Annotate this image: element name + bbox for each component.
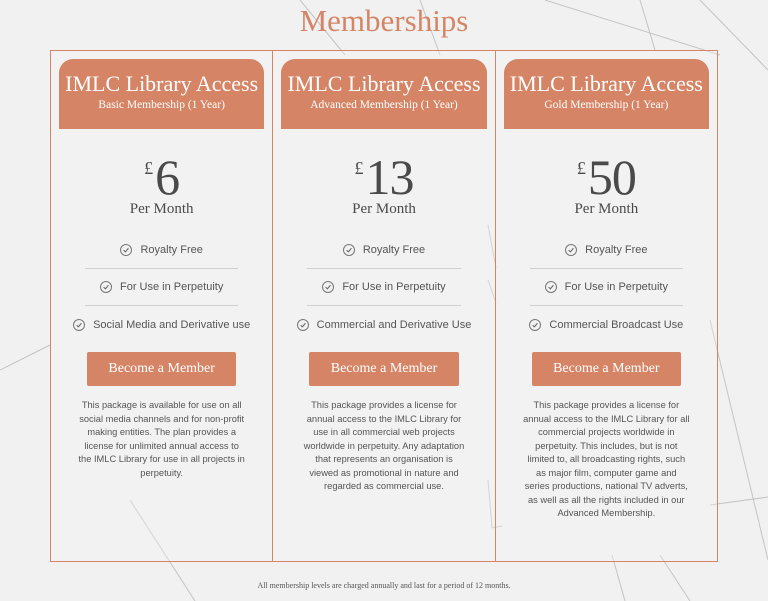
feature-label: Commercial Broadcast Use	[549, 318, 684, 331]
become-member-button-gold[interactable]: Become a Member	[532, 352, 681, 386]
plan-name: IMLC Library Access	[509, 71, 703, 96]
page-title: Memberships	[299, 3, 469, 38]
feature-item	[530, 232, 683, 269]
feature-label: Royalty Free	[585, 244, 648, 256]
plan-description: This package provides a license for annual access to the IMLC Library for all commercial projects worldwide in perpetuity. This includes, but is not limited to, all broadcasting rights, such as major film, computer game and series productions, national TV adverts, as well as all the rights included in our Advanced Membership.	[523, 400, 690, 518]
feature-item	[530, 269, 683, 306]
plan-name: IMLC Library Access	[65, 71, 259, 96]
feature-item	[85, 232, 238, 269]
plan-card-gold	[496, 51, 717, 561]
plan-card-basic	[51, 51, 273, 561]
check-circle-icon	[322, 281, 334, 293]
plan-header	[504, 59, 709, 129]
feature-label: For Use in Perpetuity	[564, 281, 668, 293]
feature-item	[85, 269, 238, 306]
check-circle-icon	[529, 319, 541, 331]
plan-tier: Gold Membership (1 Year)	[544, 99, 669, 111]
plan-tier: Advanced Membership (1 Year)	[310, 99, 458, 111]
price-period: Per Month	[574, 201, 639, 217]
plan-description: This package is available for use on all social media channels and for non-profit making entities. The plan provides a license for unlimited annual access to the IMLC Library for use in all projects in perpetuity.	[78, 400, 245, 478]
price-amount: 13	[365, 149, 414, 205]
billing-footnote: All membership levels are charged annually and last for a period of 12 months.	[257, 581, 511, 590]
price-amount: 6	[155, 149, 180, 205]
pricing-table	[50, 50, 718, 562]
feature-list	[530, 232, 683, 343]
plan-header	[281, 59, 486, 129]
check-circle-icon	[100, 281, 112, 293]
plan-tier: Basic Membership (1 Year)	[98, 99, 225, 111]
feature-item	[307, 306, 472, 343]
plan-header	[59, 59, 264, 129]
price-period: Per Month	[352, 201, 416, 217]
feature-item	[307, 269, 460, 306]
price-period: Per Month	[129, 201, 194, 217]
price-block	[273, 149, 494, 218]
feature-label: For Use in Perpetuity	[342, 281, 446, 293]
currency-symbol: £	[144, 158, 154, 178]
check-circle-icon	[343, 244, 355, 256]
plan-description: This package provides a license for annual access to the IMLC Library for use in all commercial web projects worldwide in perpetuity. Any adaptation that represents an organisation is viewed as promotional in nature and regarded as commercial use.	[303, 400, 465, 491]
feature-item	[530, 306, 683, 343]
currency-symbol: £	[576, 158, 586, 178]
check-circle-icon	[120, 244, 132, 256]
feature-item	[85, 306, 251, 343]
check-circle-icon	[297, 319, 309, 331]
feature-label: Commercial and Derivative Use	[316, 318, 472, 331]
feature-label: Royalty Free	[362, 244, 426, 256]
feature-item	[307, 232, 460, 269]
price-amount: 50	[587, 149, 636, 205]
plan-name: IMLC Library Access	[287, 71, 481, 96]
become-member-button-basic[interactable]: Become a Member	[87, 352, 236, 386]
feature-list	[85, 232, 251, 343]
currency-symbol: £	[354, 158, 364, 178]
feature-label: For Use in Perpetuity	[120, 281, 224, 293]
feature-label: Royalty Free	[140, 244, 203, 256]
check-circle-icon	[73, 319, 85, 331]
plan-card-advanced	[273, 51, 495, 561]
check-circle-icon	[545, 281, 557, 293]
feature-list	[307, 232, 472, 343]
price-block	[51, 149, 272, 218]
become-member-button-advanced[interactable]: Become a Member	[309, 352, 458, 386]
feature-label: Social Media and Derivative use	[93, 318, 251, 331]
price-block	[496, 149, 717, 218]
check-circle-icon	[565, 244, 577, 256]
